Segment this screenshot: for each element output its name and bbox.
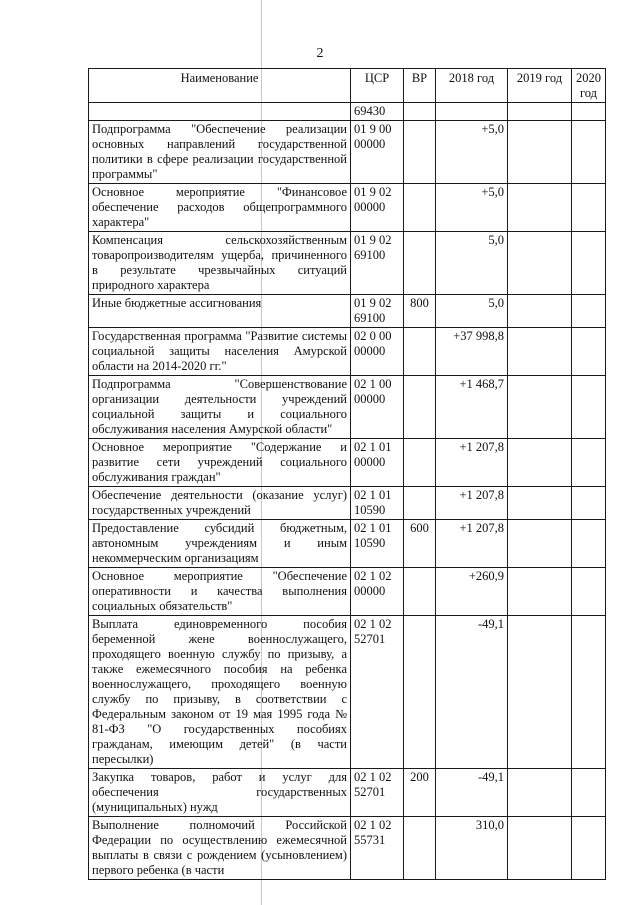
cell-2019 (508, 616, 572, 769)
table-row (89, 487, 606, 520)
cell-2018: +1 468,7 (436, 376, 508, 439)
cell-name: Закупка товаров, работ и услуг для обеспечения государственных (муниципальных) нужд (89, 769, 351, 817)
cell-vr (404, 328, 436, 376)
cell-csr: 02 1 02 55731 (351, 817, 404, 880)
header-2018: 2018 год (436, 69, 508, 103)
cell-2020 (572, 616, 606, 769)
cell-2019 (508, 769, 572, 817)
page-number: 2 (316, 46, 324, 61)
cell-vr: 600 (404, 520, 436, 568)
cell-vr (404, 487, 436, 520)
cell-2020 (572, 232, 606, 295)
cell-2020 (572, 328, 606, 376)
table-row (89, 184, 606, 232)
cell-csr: 02 1 02 52701 (351, 769, 404, 817)
cell-2018: -49,1 (436, 769, 508, 817)
cell-name: Основное мероприятие "Финансовое обеспечение расходов общепрограммного характера" (89, 184, 351, 232)
header-2019: 2019 год (508, 69, 572, 103)
cell-2018: +5,0 (436, 121, 508, 184)
cell-name: Подпрограмма "Обеспечение реализации основных направлений государственной политики в сфере реализации государственной программы" (89, 121, 351, 184)
cell-csr: 02 1 01 00000 (351, 439, 404, 487)
cell-name: Основное мероприятие "Обеспечение оперативности и качества выполнения социальных обязательств" (89, 568, 351, 616)
table-row (89, 616, 606, 769)
cell-2020 (572, 487, 606, 520)
table-row (89, 439, 606, 487)
cell-name: Выплата единовременного пособия беременной жене военнослужащего, проходящего военную службу по призыву, а также ежемесячного пособия на ребенка военнослужащего, проходящего военную службу по призыву, в соответствии с Федеральным законом от 19 мая 1995 года № 81-ФЗ "О государственных пособиях гражданам, имеющим детей" (в части пересылки) (89, 616, 351, 769)
cell-vr: 800 (404, 295, 436, 328)
cell-2020 (572, 568, 606, 616)
cell-2018: 310,0 (436, 817, 508, 880)
cell-2018: +37 998,8 (436, 328, 508, 376)
cell-csr: 02 1 01 10590 (351, 520, 404, 568)
cell-name: Основное мероприятие "Содержание и развитие сети учреждений социального обслуживания граждан" (89, 439, 351, 487)
cell-vr (404, 376, 436, 439)
cell-2018: 5,0 (436, 232, 508, 295)
cell-2019 (508, 328, 572, 376)
cell-name: Выполнение полномочий Российской Федерации по осуществлению ежемесячной выплаты в связи с рождением (усыновлением) первого ребенка (в части (89, 817, 351, 880)
table-row (89, 376, 606, 439)
cell-vr (404, 103, 436, 121)
cell-2018 (436, 103, 508, 121)
cell-vr (404, 184, 436, 232)
cell-2019 (508, 439, 572, 487)
cell-csr: 02 1 01 10590 (351, 487, 404, 520)
cell-name (89, 103, 351, 121)
table-row (89, 121, 606, 184)
cell-2020 (572, 103, 606, 121)
header-vr: ВР (404, 69, 436, 103)
cell-2019 (508, 568, 572, 616)
cell-2018: +1 207,8 (436, 439, 508, 487)
table-row (89, 769, 606, 817)
cell-vr (404, 121, 436, 184)
cell-2020 (572, 817, 606, 880)
cell-name: Предоставление субсидий бюджетным, автономным учреждениям и иным некоммерческим организациям (89, 520, 351, 568)
header-csr: ЦСР (351, 69, 404, 103)
cell-csr: 69430 (351, 103, 404, 121)
table-row (89, 568, 606, 616)
cell-2019 (508, 520, 572, 568)
cell-vr (404, 439, 436, 487)
cell-csr: 02 1 00 00000 (351, 376, 404, 439)
cell-2019 (508, 376, 572, 439)
cell-2018: 5,0 (436, 295, 508, 328)
budget-table (88, 68, 606, 880)
cell-name: Государственная программа "Развитие системы социальной защиты населения Амурской области на 2014-2020 гг." (89, 328, 351, 376)
cell-2018: +1 207,8 (436, 520, 508, 568)
cell-2018: +5,0 (436, 184, 508, 232)
cell-2019 (508, 184, 572, 232)
cell-csr: 01 9 02 00000 (351, 184, 404, 232)
table-body (89, 103, 606, 880)
cell-csr: 01 9 00 00000 (351, 121, 404, 184)
cell-name: Компенсация сельскохозяйственным товаропроизводителям ущерба, причиненного в результате чрезвычайных ситуаций природного характера (89, 232, 351, 295)
cell-name: Подпрограмма "Совершенствование организации деятельности учреждений социальной защиты и социального обслуживания населения Амурской области" (89, 376, 351, 439)
cell-2020 (572, 184, 606, 232)
cell-2020 (572, 121, 606, 184)
cell-2020 (572, 295, 606, 328)
cell-vr: 200 (404, 769, 436, 817)
table-row (89, 295, 606, 328)
table-row (89, 520, 606, 568)
cell-csr: 02 0 00 00000 (351, 328, 404, 376)
cell-vr (404, 232, 436, 295)
cell-vr (404, 568, 436, 616)
cell-2020 (572, 376, 606, 439)
cell-2019 (508, 487, 572, 520)
table-row (89, 103, 606, 121)
cell-2020 (572, 439, 606, 487)
cell-vr (404, 817, 436, 880)
cell-2018: -49,1 (436, 616, 508, 769)
cell-csr: 01 9 02 69100 (351, 295, 404, 328)
cell-csr: 02 1 02 00000 (351, 568, 404, 616)
header-name: Наименование (89, 69, 351, 103)
cell-name: Обеспечение деятельности (оказание услуг) государственных учреждений (89, 487, 351, 520)
table-row (89, 328, 606, 376)
cell-csr: 02 1 02 52701 (351, 616, 404, 769)
cell-2018: +260,9 (436, 568, 508, 616)
cell-2020 (572, 520, 606, 568)
cell-2019 (508, 103, 572, 121)
cell-csr: 01 9 02 69100 (351, 232, 404, 295)
header-row (89, 69, 606, 103)
header-2020: 2020 год (572, 69, 606, 103)
cell-name: Иные бюджетные ассигнования (89, 295, 351, 328)
cell-vr (404, 616, 436, 769)
table-row (89, 232, 606, 295)
table-row (89, 817, 606, 880)
cell-2018: +1 207,8 (436, 487, 508, 520)
cell-2019 (508, 817, 572, 880)
cell-2019 (508, 121, 572, 184)
cell-2020 (572, 769, 606, 817)
cell-2019 (508, 295, 572, 328)
cell-2019 (508, 232, 572, 295)
